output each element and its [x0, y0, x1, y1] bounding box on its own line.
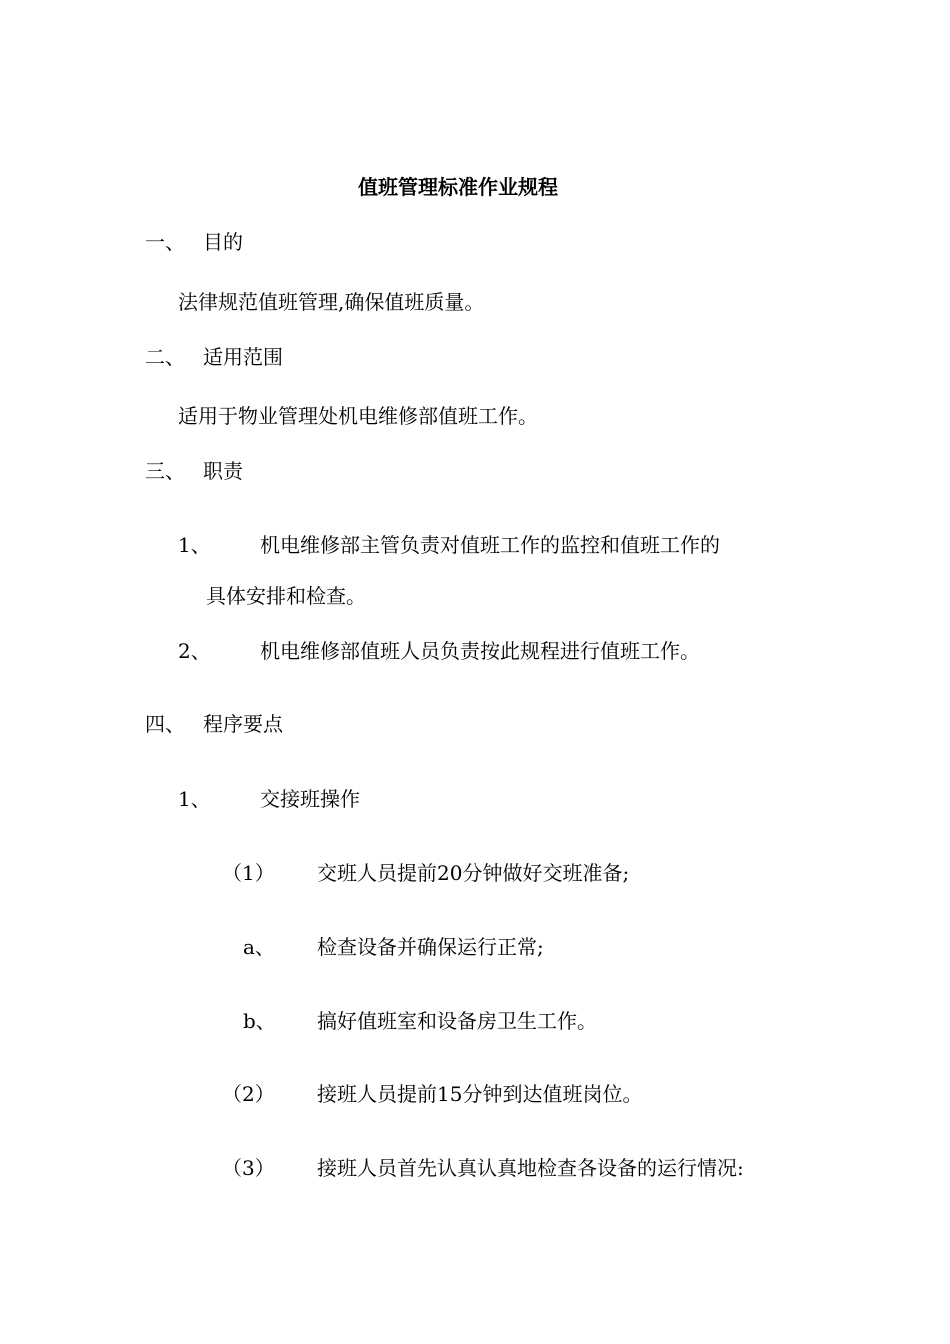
section-1-body: 法律规范值班管理,确保值班质量。: [178, 290, 485, 314]
section-3-item-1-continuation: 具体安排和检查。: [206, 584, 366, 608]
section-4-number: 四、: [145, 712, 185, 736]
procedure-2-text: 接班人员提前15分钟到达值班岗位。: [317, 1082, 643, 1106]
procedure-1b-text: 搞好值班室和设备房卫生工作。: [317, 1009, 597, 1033]
procedure-1a-text: 检查设备并确保运行正常;: [317, 935, 544, 959]
section-3-item-1-text: 机电维修部主管负责对值班工作的监控和值班工作的: [260, 533, 720, 557]
section-1-heading: 目的: [203, 230, 243, 254]
section-3-number: 三、: [145, 459, 185, 483]
section-2-heading: 适用范围: [203, 345, 283, 369]
procedure-1a-number: a、: [243, 935, 275, 959]
procedure-1-number: （1）: [222, 861, 275, 885]
section-4-heading: 程序要点: [203, 712, 283, 736]
section-3-heading: 职责: [203, 459, 243, 483]
section-4-item-1-text: 交接班操作: [260, 787, 360, 811]
section-4-item-1-number: 1、: [178, 787, 211, 811]
section-3-item-2-text: 机电维修部值班人员负责按此规程进行值班工作。: [260, 639, 700, 663]
section-2-body: 适用于物业管理处机电维修部值班工作。: [178, 404, 538, 428]
document-title: 值班管理标准作业规程: [358, 175, 558, 199]
procedure-2-number: （2）: [222, 1082, 275, 1106]
section-3-item-2-number: 2、: [178, 639, 211, 663]
procedure-1-text: 交班人员提前20分钟做好交班准备;: [317, 861, 630, 885]
procedure-3-text: 接班人员首先认真认真地检查各设备的运行情况:: [317, 1156, 744, 1180]
procedure-3-number: （3）: [222, 1156, 275, 1180]
section-3-item-1-number: 1、: [178, 533, 211, 557]
procedure-1b-number: b、: [243, 1009, 276, 1033]
section-1-number: 一、: [145, 230, 185, 254]
section-2-number: 二、: [145, 345, 185, 369]
